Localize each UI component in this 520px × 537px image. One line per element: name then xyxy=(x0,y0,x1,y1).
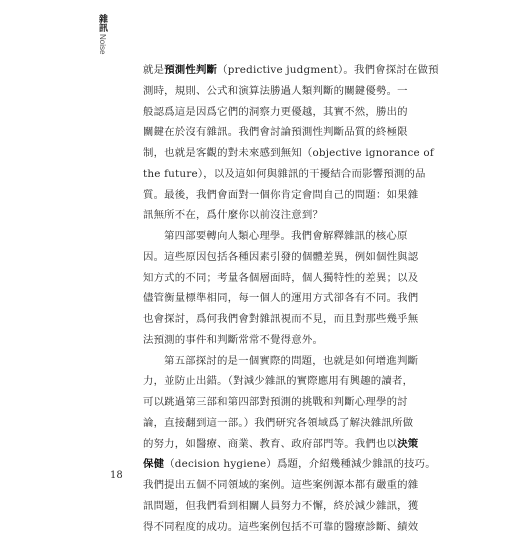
text-line: 可以跳過第三部和第四部對預測的挑戰和判斷心理學的討 xyxy=(143,392,383,413)
text-line: 質。最後，我們會面對一個你肯定會問自己的問題：如果雜 xyxy=(143,185,383,206)
bold-term: 預測性判斷 xyxy=(164,64,217,76)
running-head xyxy=(94,14,108,54)
bold-term: 保健 xyxy=(143,458,164,470)
page-body xyxy=(143,60,383,537)
text-line: 訊無所不在，爲什麼你以前沒注意到？ xyxy=(143,205,383,226)
page-number: 18 xyxy=(110,470,123,481)
text-line: 因。這些原因包括各種因素引發的個體差異，例如個性與認 xyxy=(143,247,383,268)
text-line: 第五部探討的是一個實際的問題，也就是如何增進判斷 xyxy=(143,351,383,372)
text-span: 的努力，如醫療、商業、教育、政府部門等。我們也以 xyxy=(143,438,397,450)
text-span: （decision hygiene）爲題，介紹幾種減少雜訊的技巧。 xyxy=(164,458,436,470)
text-line: 論，直接翻到這一部。）我們研究各領域爲了解決雜訊所做 xyxy=(143,413,383,434)
text-line: 儘管衡量標準相同，每一個人的運用方式卻各有不同。我們 xyxy=(143,288,383,309)
bold-term: 決策 xyxy=(397,438,418,450)
text-line: 知方式的不同；考量各個層面時，個人獨特性的差異；以及 xyxy=(143,268,383,289)
running-head-subtitle: Noise xyxy=(98,34,107,54)
text-line: 制，也就是客觀的對未來感到無知（objective ignorance of xyxy=(143,143,383,164)
running-head-title: 雜訊 xyxy=(97,14,107,32)
text-line: the future），以及這如何與雜訊的干擾結合而影響預測的品 xyxy=(143,164,383,185)
text-span: 就是 xyxy=(143,64,164,76)
text-line: 測時，規則、公式和演算法勝過人類判斷的關鍵優勢。一 xyxy=(143,81,383,102)
text-line: 得不同程度的成功。這些案例包括不可靠的醫療診斷、績效 xyxy=(143,517,383,537)
text-line: 般認爲這是因爲它們的洞察力更優越，其實不然，勝出的 xyxy=(143,102,383,123)
text-line: 第四部要轉向人類心理學。我們會解釋雜訊的核心原 xyxy=(143,226,383,247)
text-line xyxy=(143,434,383,455)
text-line: 關鍵在於沒有雜訊。我們會討論預測性判斷品質的終極限 xyxy=(143,122,383,143)
text-line: 法預測的事件和判斷常常不覺得意外。 xyxy=(143,330,383,351)
text-line: 也會探討，爲何我們會對雜訊視而不見，而且對那些幾乎無 xyxy=(143,309,383,330)
text-line: 力，並防止出錯。（對減少雜訊的實際應用有興趣的讀者， xyxy=(143,371,383,392)
text-line xyxy=(143,60,383,81)
text-line: 訊問題，但我們看到相關人員努力不懈，終於減少雜訊，獲 xyxy=(143,496,383,517)
text-line: 我們提出五個不同領域的案例。這些案例源本都有嚴重的雜 xyxy=(143,475,383,496)
text-span: （predictive judgment）。我們會探討在做預 xyxy=(217,64,439,76)
text-line xyxy=(143,454,383,475)
